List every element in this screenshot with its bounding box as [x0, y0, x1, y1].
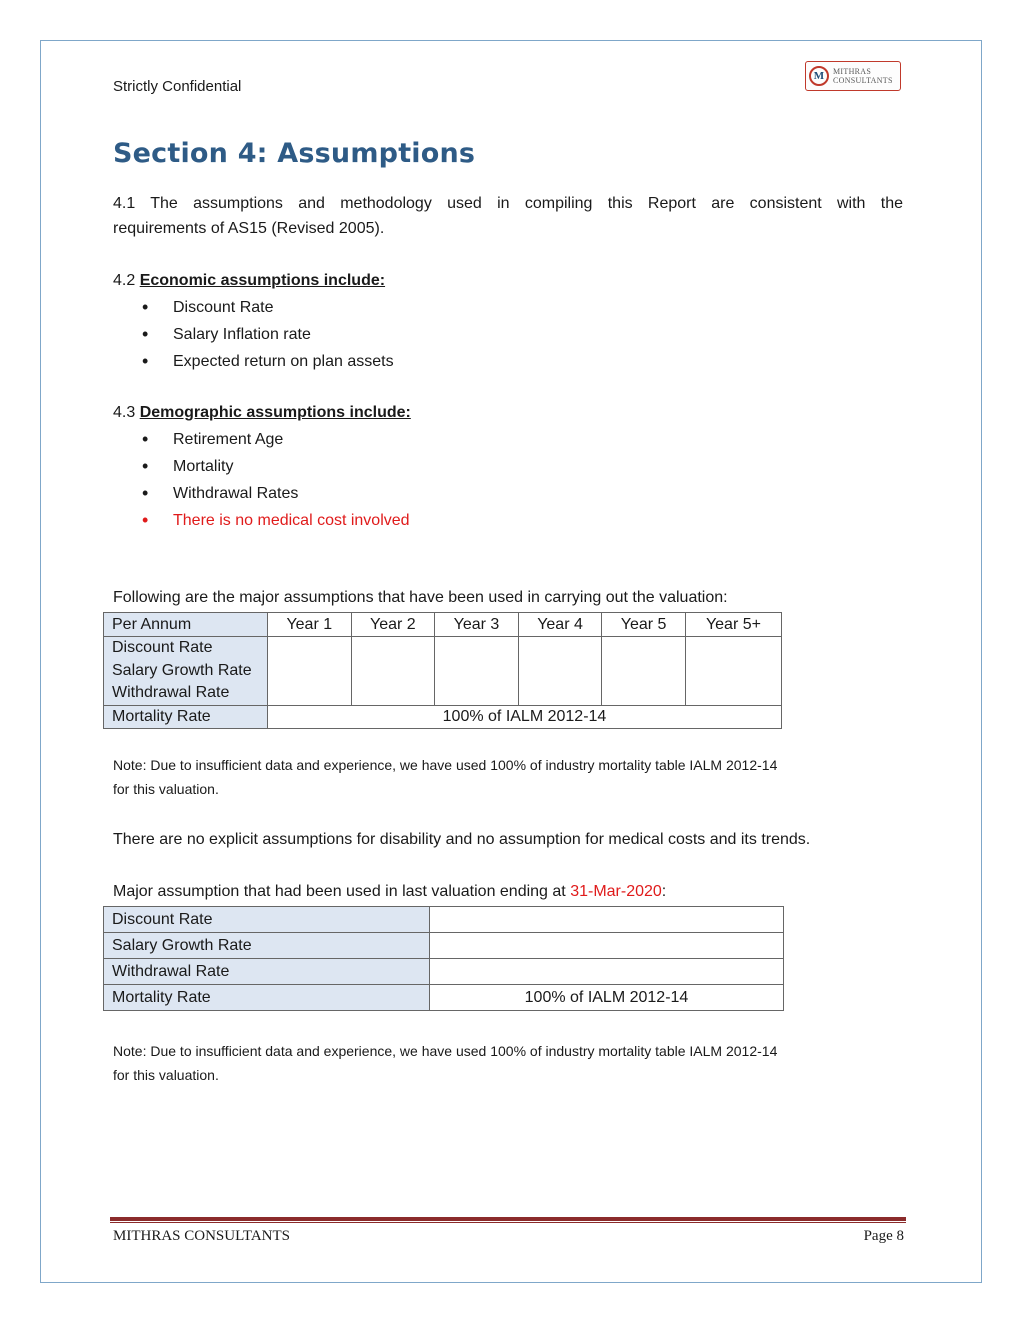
table-cell [435, 637, 519, 706]
explicit-assumptions-text: There are no explicit assumptions for disability and no assumption for medical costs and its trends. [113, 831, 811, 848]
footer-divider [110, 1217, 906, 1221]
confidential-label: Strictly Confidential [113, 78, 242, 95]
table-cell [602, 637, 686, 706]
company-logo [805, 61, 901, 91]
para-4-1-line2: requirements of AS15 (Revised 2005). [113, 220, 385, 237]
economic-heading-text: Economic assumptions include: [139, 272, 386, 289]
table-cell-label: Withdrawal Rate [104, 959, 430, 985]
table-cell-value [430, 959, 784, 985]
table-header-row [104, 613, 782, 637]
table-header-cell: Year 5+ [685, 613, 781, 637]
table-cell-value [430, 907, 784, 933]
table-cell-value [430, 933, 784, 959]
table-row-mortality [104, 705, 782, 728]
economic-heading: 4.2 Economic assumptions include: [113, 272, 386, 289]
demographic-heading: 4.3 Demographic assumptions include: [113, 404, 411, 421]
table-row [104, 959, 784, 985]
last-valuation-date: 31-Mar-2020 [570, 883, 662, 900]
table-cell-label: Discount Rate [104, 907, 430, 933]
economic-list [113, 294, 394, 375]
table-cell [268, 637, 352, 706]
list-item: • Mortality [113, 453, 410, 480]
list-item: • Withdrawal Rates [113, 480, 410, 507]
logo-line1: MITHRAS [833, 67, 872, 76]
assumptions-table [103, 612, 782, 729]
section-title: Section 4: Assumptions [113, 138, 476, 169]
mortality-value-cell: 100% of IALM 2012-14 [268, 705, 782, 728]
table-header-cell: Year 1 [268, 613, 352, 637]
table-header-cell: Per Annum [104, 613, 268, 637]
note-2-line2: for this valuation. [113, 1067, 219, 1083]
para-4-1-line1: 4.1 The assumptions and methodology used in compiling this Report are consistent with the [113, 195, 903, 212]
list-item: • Expected return on plan assets [113, 348, 394, 375]
table-header-cell: Year 2 [351, 613, 435, 637]
table-cell-value: 100% of IALM 2012-14 [430, 985, 784, 1011]
table-cell [351, 637, 435, 706]
demographic-heading-text: Demographic assumptions include: [139, 404, 411, 421]
logo-mark-icon: M [809, 66, 829, 86]
table-header-cell: Year 5 [602, 613, 686, 637]
list-item: • Discount Rate [113, 294, 394, 321]
footer-company: MITHRAS CONSULTANTS [113, 1228, 291, 1244]
note-2-line1: Note: Due to insufficient data and experience, we have used 100% of industry mortality table IALM 2012-14 [113, 1043, 778, 1059]
table-header-cell: Year 4 [518, 613, 602, 637]
note-1-line2: for this valuation. [113, 781, 219, 797]
last-valuation-table [103, 906, 784, 1011]
table-cell [685, 637, 781, 706]
table-row [104, 907, 784, 933]
table-cell-label: Mortality Rate [104, 985, 430, 1011]
table-row [104, 985, 784, 1011]
table-cell [518, 637, 602, 706]
logo-line2: CONSULTANTS [833, 76, 893, 85]
list-item: • Salary Inflation rate [113, 321, 394, 348]
note-1-line1: Note: Due to insufficient data and experience, we have used 100% of industry mortality table IALM 2012-14 [113, 757, 778, 773]
last-valuation-intro: Major assumption that had been used in last valuation ending at 31-Mar-2020: [113, 883, 667, 900]
page-number: Page 8 [863, 1228, 904, 1244]
table-row [104, 933, 784, 959]
footer-divider-thin [110, 1222, 906, 1223]
mortality-label-cell: Mortality Rate [104, 705, 268, 728]
rate-labels-cell: Discount Rate Salary Growth Rate Withdrawal Rate [104, 637, 268, 706]
table-row [104, 637, 782, 706]
list-item-no-medical: • There is no medical cost involved [113, 507, 410, 534]
table-header-cell: Year 3 [435, 613, 519, 637]
table-cell-label: Salary Growth Rate [104, 933, 430, 959]
list-item: • Retirement Age [113, 426, 410, 453]
demographic-list [113, 426, 410, 534]
major-assumptions-intro: Following are the major assumptions that have been used in carrying out the valuation: [113, 589, 728, 606]
